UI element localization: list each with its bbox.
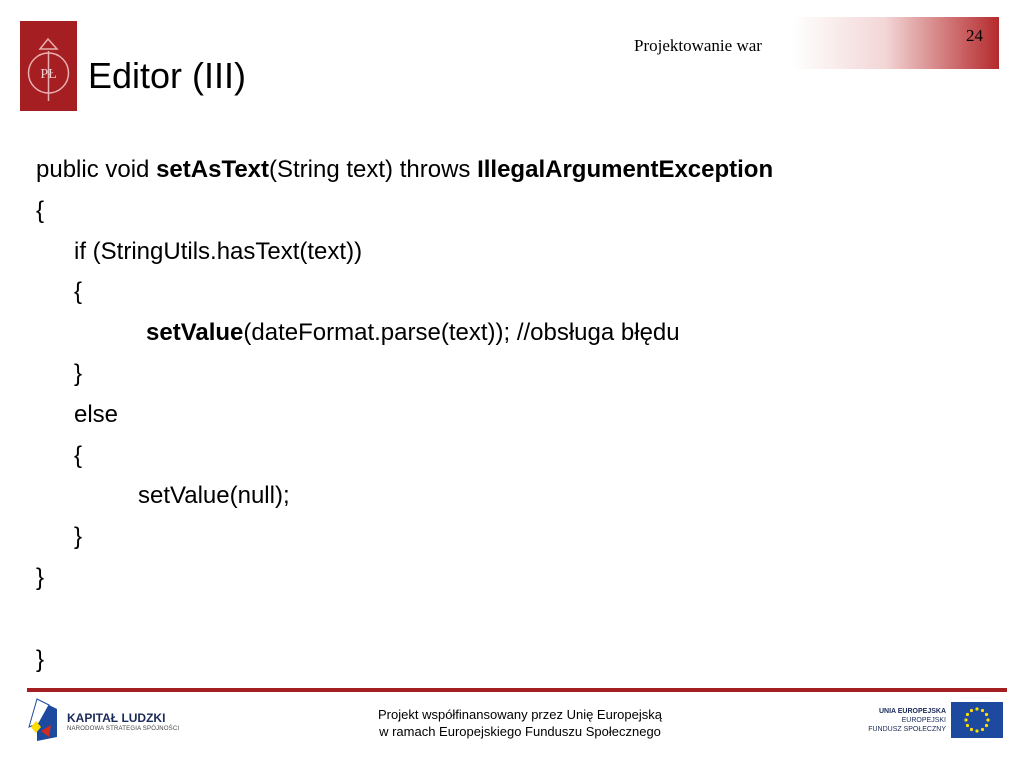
code-line: } bbox=[74, 359, 83, 387]
topic-label: Projektowanie war bbox=[634, 36, 762, 55]
code-exception-name: IllegalArgumentException bbox=[477, 156, 774, 183]
project-line-2: w ramach Europejskiego Funduszu Społecznego bbox=[379, 724, 661, 739]
code-line: { bbox=[74, 441, 83, 469]
eu-star bbox=[970, 728, 973, 731]
code-line: else bbox=[74, 400, 119, 428]
kapital-ludzki-logo bbox=[27, 697, 187, 745]
code-line: } bbox=[36, 645, 45, 673]
code-method-name: setValue bbox=[146, 319, 244, 347]
code-line: } bbox=[36, 563, 45, 591]
code-line: if (StringUtils.hasText(text)) bbox=[74, 237, 363, 265]
slide-number: 24 bbox=[966, 26, 983, 45]
university-crest-icon bbox=[20, 21, 77, 111]
code-text: (dateFormat.parse(text)); //obsługa błędu bbox=[243, 319, 680, 347]
code-method-name: setAsText bbox=[156, 156, 270, 183]
eu-star bbox=[975, 707, 978, 710]
code-line bbox=[36, 599, 773, 640]
code-line bbox=[36, 313, 773, 354]
code-block bbox=[36, 150, 773, 680]
kl-title: KAPITAŁ LUDZKI bbox=[67, 711, 166, 725]
eu-star bbox=[985, 724, 988, 727]
project-funding-note bbox=[330, 706, 710, 740]
code-line: { bbox=[74, 278, 83, 306]
eu-star bbox=[970, 709, 973, 712]
code-line bbox=[36, 150, 773, 191]
kapital-ludzki-star-icon bbox=[27, 697, 61, 743]
eu-star bbox=[981, 709, 984, 712]
eu-star bbox=[964, 718, 967, 721]
code-line: } bbox=[74, 523, 83, 551]
code-line: { bbox=[36, 196, 45, 224]
university-logo bbox=[20, 21, 77, 111]
code-text: (String text) throws bbox=[269, 156, 478, 183]
eu-line-2: EUROPEJSKI bbox=[901, 717, 946, 724]
kl-subtitle: NARODOWA STRATEGIA SPÓJNOŚCI bbox=[67, 726, 180, 732]
eu-star bbox=[986, 718, 989, 721]
footer-divider bbox=[27, 688, 1007, 692]
eu-star bbox=[981, 728, 984, 731]
eu-line-1: UNIA EUROPEJSKA bbox=[878, 708, 946, 715]
code-text: public void bbox=[36, 156, 157, 183]
project-line-1: Projekt współfinansowany przez Unię Europejską bbox=[378, 707, 662, 722]
eu-star bbox=[985, 713, 988, 716]
eu-star bbox=[966, 713, 969, 716]
code-line: setValue(null); bbox=[138, 482, 290, 510]
eu-star bbox=[966, 724, 969, 727]
eu-line-3: FUNDUSZ SPOŁECZNY bbox=[868, 726, 946, 733]
eu-stars bbox=[951, 702, 1003, 738]
logo-text: PŁ bbox=[40, 67, 57, 82]
page-title: Editor (III) bbox=[88, 55, 247, 96]
eu-flag-icon bbox=[951, 702, 1003, 738]
eu-label bbox=[850, 707, 946, 734]
eu-star bbox=[975, 729, 978, 732]
